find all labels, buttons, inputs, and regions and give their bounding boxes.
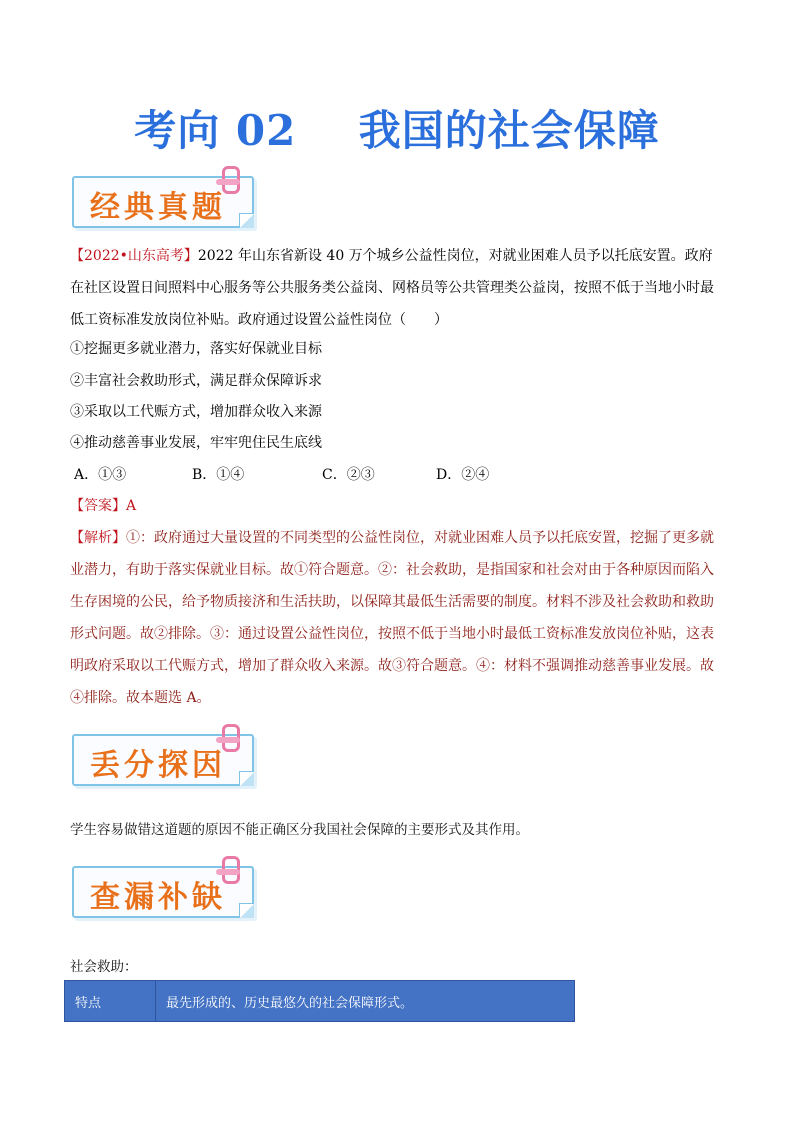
question-stem: [70, 240, 726, 336]
option-d: D．②④: [436, 467, 490, 483]
table-cell-value: 最先形成的、历史最悠久的社会保障形式。: [156, 981, 575, 1022]
option-b: B．①④: [192, 467, 245, 483]
question-item: ①挖掘更多就业潜力，落实好保就业目标: [70, 341, 322, 357]
answer-line: [70, 496, 136, 516]
question-item: ③采取以工代赈方式，增加群众收入来源: [70, 404, 322, 420]
question-item: ④推动慈善事业发展，牢牢兜住民生底线: [70, 435, 322, 451]
option-c: C．②③: [322, 467, 375, 483]
analysis-block: [70, 522, 726, 714]
analysis-label: 【解析】: [70, 530, 126, 546]
social-assistance-table: [64, 980, 575, 1022]
page-title: 考向 02 我国的社会保障: [134, 106, 660, 155]
question-stem-text: 2022 年山东省新设 40 万个城乡公益性岗位，对就业困难人员予以托底安置。政府在社区设置日间照料中心服务等公共服务类公益岗、网格员等公共管理类公益岗，按照不低于当地小时最低工资标准发放岗位补贴。政府通过设置公益性岗位（ ）: [70, 248, 714, 328]
section-label: 丢分探因: [90, 748, 226, 783]
analysis-text: ①：政府通过大量设置的不同类型的公益性岗位，对就业困难人员予以托底安置，挖掘了更多就业潜力，有助于落实保就业目标。故①符合题意。②：社会救助，是指国家和社会对由于各种原因而陷入生存困境的公民，给予物质接济和生活扶助，以保障其最低生活需要的制度。材料不涉及社会救助和救助形式问题。故②排除。③：通过设置公益性岗位，按照不低于当地小时最低工资标准发放岗位补贴，这表明政府采取以工代赈方式，增加了群众收入来源。故③符合题意。④：材料不强调推动慈善事业发展。故④排除。故本题选 A。: [70, 530, 714, 706]
question-item: ②丰富社会救助形式，满足群众保障诉求: [70, 373, 322, 389]
table-cell-key: 特点: [65, 981, 156, 1022]
table-row: [65, 981, 575, 1022]
answer-label: 【答案】: [70, 498, 126, 514]
section-badge-fill-gaps: [72, 860, 258, 920]
answer-options: [70, 464, 670, 484]
option-a: A．①③: [74, 467, 127, 483]
answer-value: A: [126, 498, 137, 514]
social-assistance-heading: 社会救助：: [70, 959, 138, 975]
section-badge-classic: [72, 170, 258, 230]
section-label: 经典真题: [90, 190, 226, 225]
section-label: 查漏补缺: [90, 880, 226, 915]
question-source: 【2022•山东高考】: [70, 248, 198, 264]
reason-text: 学生容易做错这道题的原因不能正确区分我国社会保障的主要形式及其作用。: [70, 822, 529, 838]
section-badge-lost-points: [72, 728, 258, 788]
